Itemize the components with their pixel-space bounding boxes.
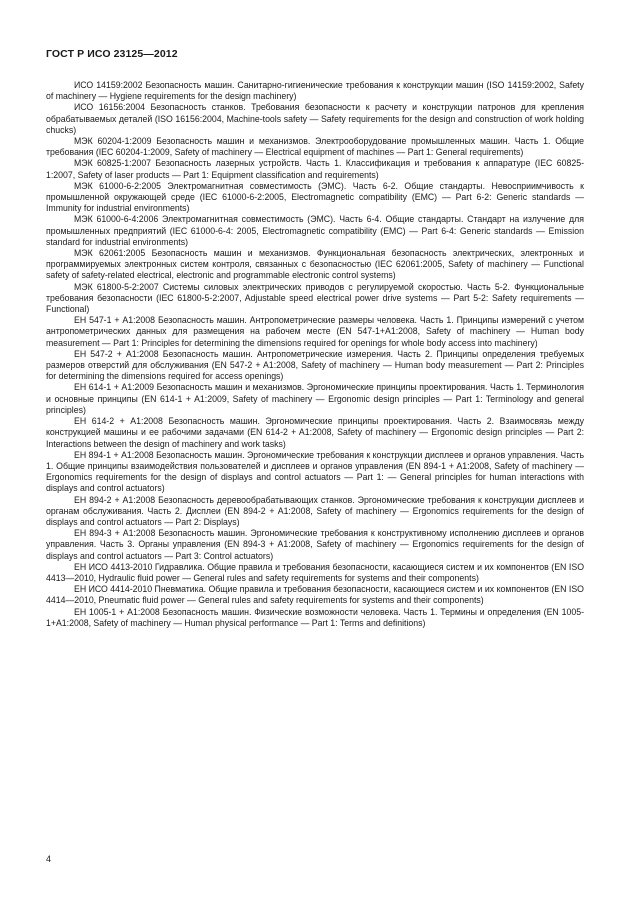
reference-item: МЭК 61000-6-4:2006 Электромагнитная совместимость (ЭМС). Часть 6-4. Общие стандарты. Стандарт на излучение для промышленных предприятий (IEC 61000-6-4: 2005, Electromagnetic compatibility (EMC) — Part 6-4: Generic standards — Emission standard for industrial environments) <box>46 214 584 247</box>
reference-item: ЕН 614-2 + А1:2008 Безопасность машин. Эргономические принципы проектирования. Часть 2. Взаимосвязь между конструкцией машины и ее рабочими задачами (EN 614-2 + A1:2008, Safety of machinery — Ergonomic design principles — Part 2: Interactions between the design of machinery and work tasks) <box>46 416 584 449</box>
reference-item: ЕН 894-1 + А1:2008 Безопасность машин. Эргономические требования к конструкции дисплеев и органов управления. Часть 1. Общие принципы взаимодействия пользователей и дисплеев и органов управления (EN 894-1 + A1:2008, Safety of machinery — Ergonomics requirements for the design of displays and control actuators — Part 1: — General principles for human interactions with displays and control actuators) <box>46 449 584 494</box>
reference-item: МЭК 62061:2005 Безопасность машин и механизмов. Функциональная безопасность электрических, электронных и программируемых электронных систем контроля, связанных с безопасностью (IEC 62061:2005, Safety of machinery — Functional safety of safety-related electrical, electronic and programmable electronic control systems) <box>46 248 584 281</box>
document-header: ГОСТ Р ИСО 23125—2012 <box>46 48 178 60</box>
reference-item: МЭК 61800-5-2:2007 Системы силовых электрических приводов с регулируемой скоростью. Часть 5-2. Функциональные требования безопасности (IEC 61800-5-2:2007, Adjustable speed electrical power drive systems — Part 5-2: Safety requirements — Functional) <box>46 281 584 315</box>
reference-item: ЕН 894-2 + А1:2008 Безопасность деревообрабатывающих станков. Эргономические требования к конструкции дисплеев и органам обслуживания. Часть 2. Дисплеи (EN 894-2 + A1:2008, Safety of machinery — Ergonomics requirements for the design of displays and control actuators — Part 2: Displays) <box>46 494 584 527</box>
reference-item: МЭК 61000-6-2:2005 Электромагнитная совместимость (ЭМС). Часть 6-2. Общие стандарты. Невосприимчивость к промышленной окружающей среде (IEC 61000-6-2:2005, Electromagnetic compatibility (EMC) — Part 6-2: Generic standards — Immunity for industrial environments) <box>46 180 584 214</box>
normative-references <box>46 80 584 629</box>
reference-item: ЕН 547-1 + А1:2008 Безопасность машин. Антропометрические размеры человека. Часть 1. Принципы измерений с учетом антропометрических данных для размещения на рабочем месте (EN 547-1+A1:2008, Safety of machinery — Human body measurement — Part 1: Principles for determining the dimensions required for openings for whole body access into machinery) <box>46 315 584 348</box>
reference-item: ЕН ИСО 4414-2010 Пневматика. Общие правила и требования безопасности, касающиеся систем и их компонентов (EN ISO 4414—2010, Pneumatic fluid power — General rules and safety requirements for systems and their components) <box>46 584 584 606</box>
reference-item: МЭК 60204-1:2009 Безопасность машин и механизмов. Электрооборудование промышленных машин. Часть 1. Общие требования (IEC 60204-1:2009, Safety of machinery — Electrical equipment of machines — Part 1: General requirements) <box>46 136 584 158</box>
reference-item: ИСО 16156:2004 Безопасность станков. Требования безопасности к расчету и конструкции патронов для крепления обрабатываемых деталей (ISO 16156:2004, Machine-tools safety — Safety requirements for the design and construction of work holding chucks) <box>46 102 584 135</box>
reference-item: ЕН 1005-1 + А1:2008 Безопасность машин. Физические возможности человека. Часть 1. Термины и определения (EN 1005-1+A1:2008, Safety of machinery — Human physical performance — Part 1: Terms and definitions) <box>46 606 584 628</box>
reference-item: МЭК 60825-1:2007 Безопасность лазерных устройств. Часть 1. Классификация и требования к аппаратуре (IEC 60825-1:2007, Safety of laser products — Part 1: Equipment classification and requirements) <box>46 158 584 180</box>
reference-item: ЕН 547-2 + А1:2008 Безопасность машин. Антропометрические измерения. Часть 2. Принципы определения требуемых размеров отверстий для обслуживания (EN 547-2 + A1:2008, Safety of machinery — Human body measurement — Part 2: Principles for determining the dimensions required for access openings) <box>46 348 584 382</box>
reference-item: ЕН 614-1 + А1:2009 Безопасность машин и механизмов. Эргономические принципы проектирования. Часть 1. Терминология и основные принципы (EN 614-1 + A1:2009, Safety of machinery — Ergonomic design principles — Part 1: Terminology and general principles) <box>46 382 584 415</box>
reference-item: ЕН 894-3 + А1:2008 Безопасность машин. Эргономические требования к конструктивному исполнению дисплеев и органов управления. Часть 3. Органы управления (EN 894-3 + A1:2008, Safety of machinery — Ergonomics requirements for the design of displays and control actuators — Part 3: Control actuators) <box>46 528 584 561</box>
reference-item: ЕН ИСО 4413-2010 Гидравлика. Общие правила и требования безопасности, касающиеся систем и их компонентов (EN ISO 4413—2010, Hydraulic fluid power — General rules and safety requirements for systems and their components) <box>46 561 584 583</box>
reference-item: ИСО 14159:2002 Безопасность машин. Санитарно-гигиенические требования к конструкции машин (ISO 14159:2002, Safety of machinery — Hygiene requirements for the design machinery) <box>46 80 584 102</box>
page-number: 4 <box>46 854 52 864</box>
